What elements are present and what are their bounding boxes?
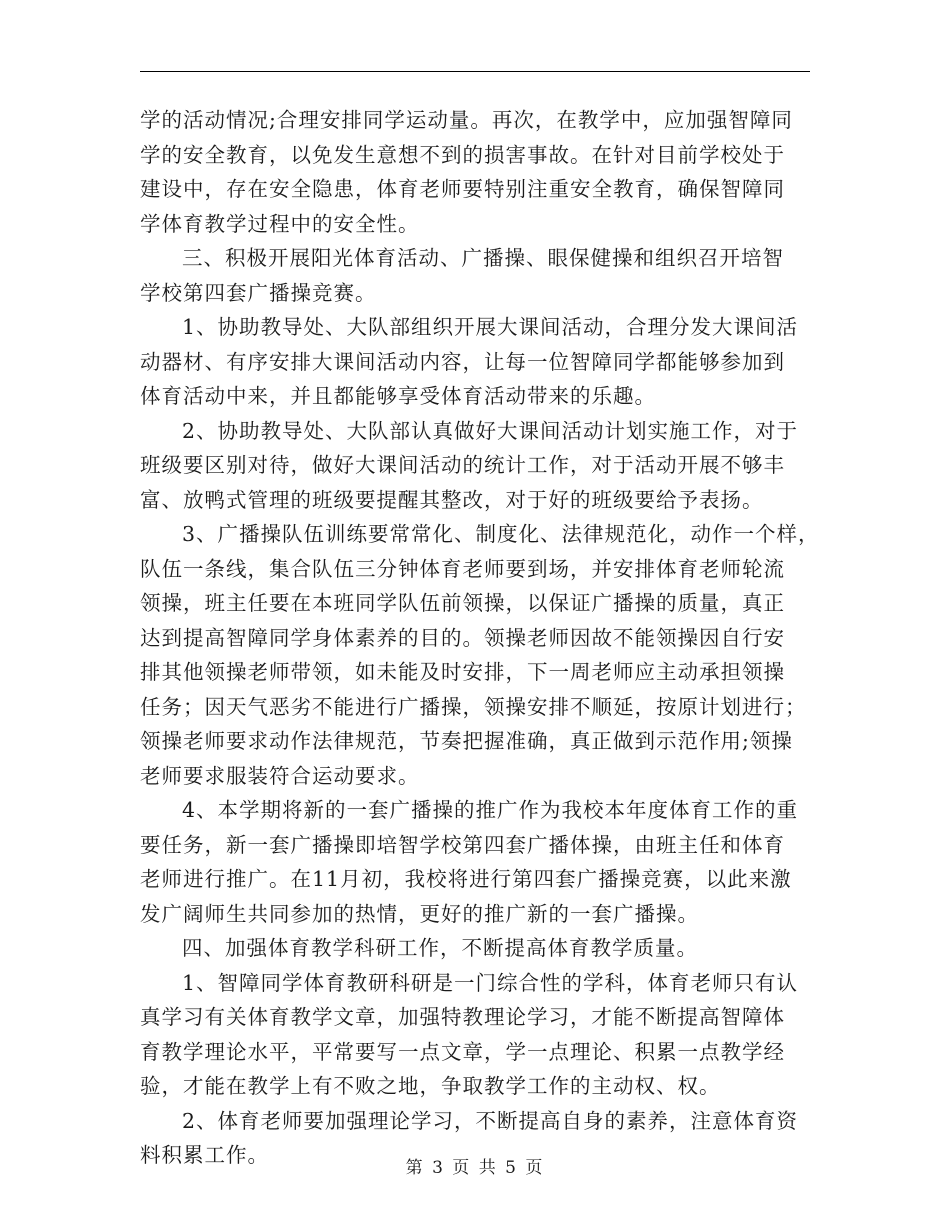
document-body xyxy=(140,103,820,1173)
text-line: 发广阔师生共同参加的热情，更好的推广新的一套广播操。 xyxy=(140,901,699,926)
text-line: 任务；因天气恶劣不能进行广播操，领操安排不顺延，按原计划进行； xyxy=(140,694,807,719)
header-rule xyxy=(140,71,810,72)
text-line: 育教学理论水平，平常要写一点文章，学一点理论、积累一点教学经 xyxy=(140,1039,785,1064)
text-line: 富、放鸭式管理的班级要提醒其整改，对于好的班级要给予表扬。 xyxy=(140,487,764,512)
text-line: 料积累工作。 xyxy=(140,1143,269,1167)
text-line: 学的活动情况;合理安排同学运动量。再次，在教学中，应加强智障同 xyxy=(140,108,793,132)
text-line: 学的安全教育，以免发生意想不到的损害事故。在针对目前学校处于 xyxy=(140,142,785,167)
paragraph-start: 1、智障同学体育教研科研是一门综合性的学科，体育老师只有认 xyxy=(182,970,799,995)
text-line: 要任务，新一套广播操即培智学校第四套广播体操，由班主任和体育 xyxy=(140,832,785,857)
paragraph-start: 2、体育老师要加强理论学习，不断提高自身的素养，注意体育资 xyxy=(182,1108,799,1133)
section-heading-4: 四、加强体育教学科研工作，不断提高体育教学质量。 xyxy=(182,936,698,960)
text-line: 达到提高智障同学身体素养的目的。领操老师因故不能领操因自行安 xyxy=(140,625,785,650)
paragraph-start: 4、本学期将新的一套广播操的推广作为我校本年度体育工作的重 xyxy=(182,798,799,822)
paragraph-start: 3、广播操队伍训练要常常化、制度化、法律规范化，动作一个样， xyxy=(182,522,820,546)
text-line: 学校第四套广播操竞赛。 xyxy=(140,280,377,305)
text-line: 领操，班主任要在本班同学队伍前领操，以保证广播操的质量，真正 xyxy=(140,591,785,615)
page-number-footer: 第 3 页 共 5 页 xyxy=(405,1158,545,1178)
text-line: 验，才能在教学上有不败之地，争取教学工作的主动权、权。 xyxy=(140,1074,721,1098)
paragraph-start: 1、协助教导处、大队部组织开展大课间活动，合理分发大课间活 xyxy=(182,315,799,339)
text-line: 动器材、有序安排大课间活动内容，让每一位智障同学都能够参加到 xyxy=(140,349,785,374)
text-line: 队伍一条线，集合队伍三分钟体育老师要到场，并安排体育老师轮流 xyxy=(140,556,785,581)
text-line: 班级要区别对待，做好大课间活动的统计工作，对于活动开展不够丰 xyxy=(140,453,785,477)
text-line: 真学习有关体育教学文章，加强特教理论学习，才能不断提高智障体 xyxy=(140,1005,785,1029)
text-line: 排其他领操老师带领，如未能及时安排，下一周老师应主动承担领操 xyxy=(140,660,785,684)
text-line: 领操老师要求动作法律规范，节奏把握准确，真正做到示范作用;领操 xyxy=(140,729,793,753)
text-line: 体育活动中来，并且都能够享受体育活动带来的乐趣。 xyxy=(140,384,656,408)
text-line: 老师要求服装符合运动要求。 xyxy=(140,763,420,788)
paragraph-start: 2、协助教导处、大队部认真做好大课间活动计划实施工作，对于 xyxy=(182,418,799,443)
text-line: 学体育教学过程中的安全性。 xyxy=(140,211,420,236)
section-heading-3: 三、积极开展阳光体育活动、广播操、眼保健操和组织召开培智 xyxy=(182,246,784,270)
text-line: 建设中，存在安全隐患，体育老师要特别注重安全教育，确保智障同 xyxy=(140,177,785,201)
text-line: 老师进行推广。在11月初，我校将进行第四套广播操竞赛，以此来激 xyxy=(140,867,792,891)
